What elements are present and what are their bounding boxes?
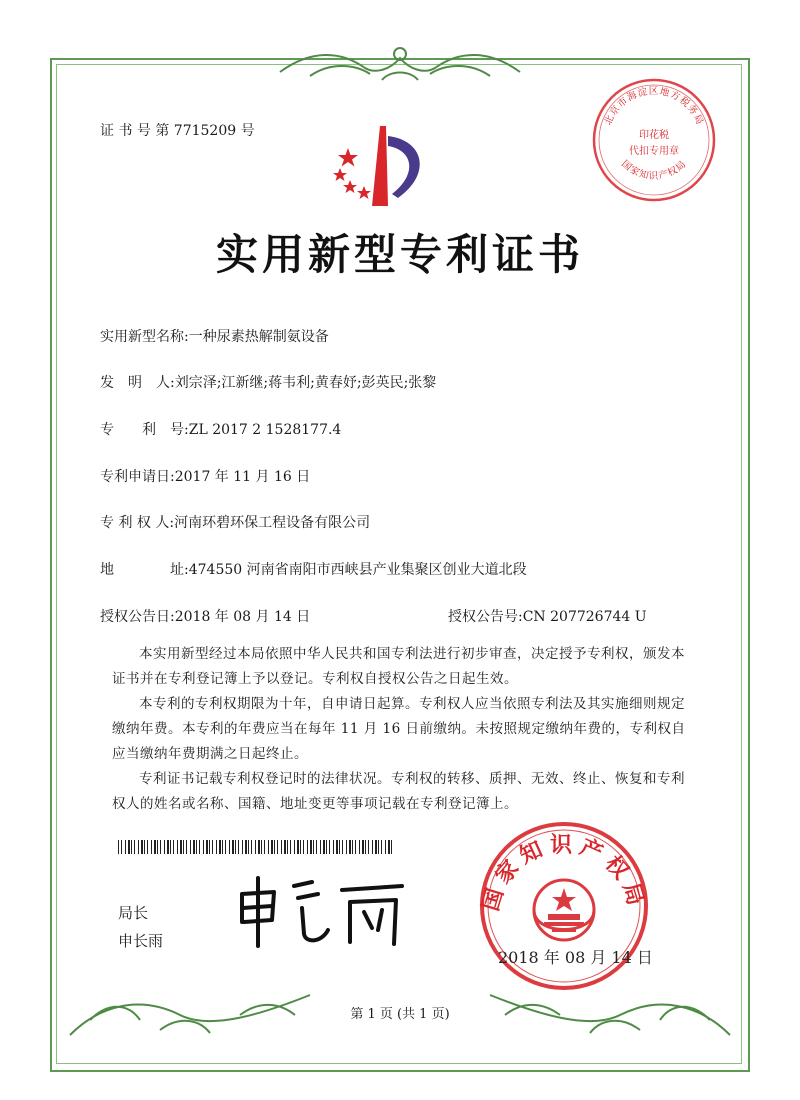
certificate-title: 实用新型专利证书: [215, 230, 584, 279]
field-value: CN 207726744 U: [522, 609, 647, 625]
tax-stamp-center-text-1: 印花税: [639, 130, 669, 141]
tax-stamp-seal-icon: [588, 74, 720, 206]
svg-text:国家知识产权局: [619, 159, 689, 182]
paragraph-term-and-fees: 本专利的专利权期限为十年，自申请日起算。专利权人应当依照专利法及其实施细则规定缴纳年费。本专利的年费应当在每年 11 月 16 日前缴纳。未按照规定缴纳年费的，专利权自应当缴纳年费期满之日起终止。: [112, 696, 686, 762]
director-title: 局长: [118, 904, 149, 922]
paragraph-legal-status: 专利证书记载专利权登记时的法律状况。专利权的转移、质押、无效、终止、恢复和专利权人的姓名或名称、国籍、地址变更等事项记载在专利登记簿上。: [112, 771, 685, 812]
field-label: 发 明 人:: [100, 375, 175, 391]
field-label: 专利申请日:: [100, 469, 175, 485]
field-inventors: [100, 376, 436, 390]
field-label: 授权公告日:: [100, 609, 175, 625]
field-label: 专 利 权 人:: [100, 515, 175, 531]
field-value: 一种尿素热解制氨设备: [188, 329, 329, 345]
field-grant-date: [100, 610, 310, 624]
field-value: 河南环碧环保工程设备有限公司: [174, 515, 371, 531]
field-label: 实用新型名称:: [100, 329, 189, 345]
field-filing-date: [100, 470, 310, 484]
page-number: 第 1 页 (共 1 页): [350, 1007, 450, 1022]
field-patent-number: [100, 423, 341, 437]
field-grant-number: [448, 610, 647, 624]
field-value: 刘宗泽;江新继;蒋韦利;黄春妤;彭英民;张黎: [174, 375, 437, 391]
director-name: 申长雨: [118, 932, 164, 950]
field-utility-model-name: [100, 330, 329, 344]
field-value: 2017 年 11 月 16 日: [174, 469, 311, 485]
tax-stamp-ring-text: 北京市海淀区地方税务局: [602, 86, 706, 128]
field-patentee: [100, 516, 370, 530]
seal-date: 2018 年 08 月 14 日: [498, 948, 653, 967]
tax-stamp-center-text-2: 代扣专用章: [629, 146, 679, 157]
patent-office-logo-icon: [328, 118, 438, 213]
field-value: 474550 河南省南阳市西峡县产业集聚区创业大道北段: [188, 562, 527, 578]
handwritten-signature-icon: [232, 872, 412, 952]
field-label: 地 址:: [100, 562, 189, 578]
barcode-icon: [118, 840, 394, 854]
field-address: [100, 563, 527, 577]
paragraph-grant-decision: 本实用新型经过本局依照中华人民共和国专利法进行初步审查，决定授予专利权，颁发本证书并在专利登记簿上予以登记。专利权自授权公告之日起生效。: [112, 646, 685, 687]
seal-ring-text: 国家知识产权局: [477, 832, 651, 915]
tax-stamp-bottom-text: 国家知识产权局: [619, 158, 689, 182]
field-value: 2018 年 08 月 14 日: [174, 609, 311, 625]
top-ornament-icon: [270, 40, 530, 90]
certificate-number: 证 书 号 第 7715209 号: [100, 123, 255, 139]
field-label: 授权公告号:: [448, 609, 523, 625]
field-label: 专 利 号:: [100, 422, 189, 438]
field-value: ZL 2017 2 1528177.4: [188, 422, 342, 438]
